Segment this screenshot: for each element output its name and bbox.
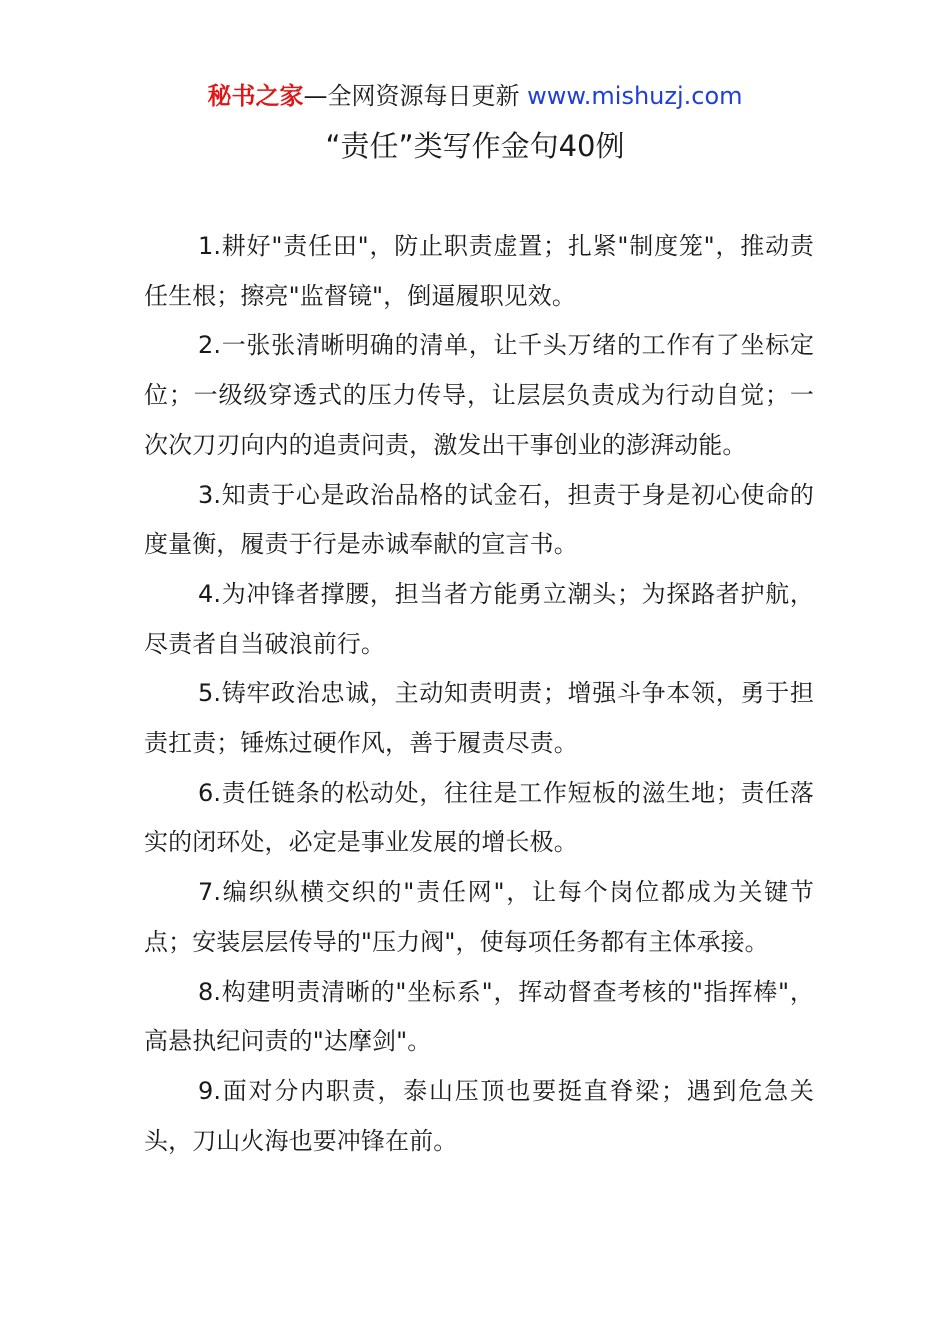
site-url-link[interactable]: www.mishuzj.com xyxy=(527,82,743,110)
paragraph-5: 5.铸牢政治忠诚，主动知责明责；增强斗争本领，勇于担责扛责；锤炼过硬作风，善于履责尽责。 xyxy=(144,679,814,758)
paragraph-8: 8.构建明责清晰的"坐标系"，挥动督查考核的"指挥棒"，高悬执纪问责的"达摩剑"。 xyxy=(144,977,814,1056)
paragraph-3: 3.知责于心是政治品格的试金石，担责于身是初心使命的度量衡，履责于行是赤诚奉献的宣言书。 xyxy=(144,480,814,559)
brand-name: 秘书之家 xyxy=(207,82,304,110)
site-header xyxy=(0,80,950,112)
document-title: “责任”类写作金句40例 xyxy=(325,129,625,163)
paragraph-2: 2.一张张清晰明确的清单，让千头万绪的工作有了坐标定位；一级级穿透式的压力传导，让层层负责成为行动自觉；一次次刀刃向内的追责问责，激发出干事创业的澎湃动能。 xyxy=(144,331,814,459)
paragraph-4: 4.为冲锋者撑腰，担当者方能勇立潮头；为探路者护航，尽责者自当破浪前行。 xyxy=(144,579,814,658)
paragraph-6: 6.责任链条的松动处，往往是工作短板的滋生地；责任落实的闭环处，必定是事业发展的增长极。 xyxy=(144,778,814,857)
paragraph-9: 9.面对分内职责，泰山压顶也要挺直脊梁；遇到危急关头，刀山火海也要冲锋在前。 xyxy=(144,1076,814,1155)
paragraph-7: 7.编织纵横交织的"责任网"，让每个岗位都成为关键节点；安装层层传导的"压力阀"，使每项任务都有主体承接。 xyxy=(144,878,814,956)
header-tagline: —全网资源每日更新 xyxy=(303,82,520,110)
document-body xyxy=(144,222,814,1166)
paragraph-1: 1.耕好"责任田"，防止职责虚置；扎紧"制度笼"，推动责任生根；擦亮"监督镜"，倒逼履职见效。 xyxy=(144,232,814,310)
